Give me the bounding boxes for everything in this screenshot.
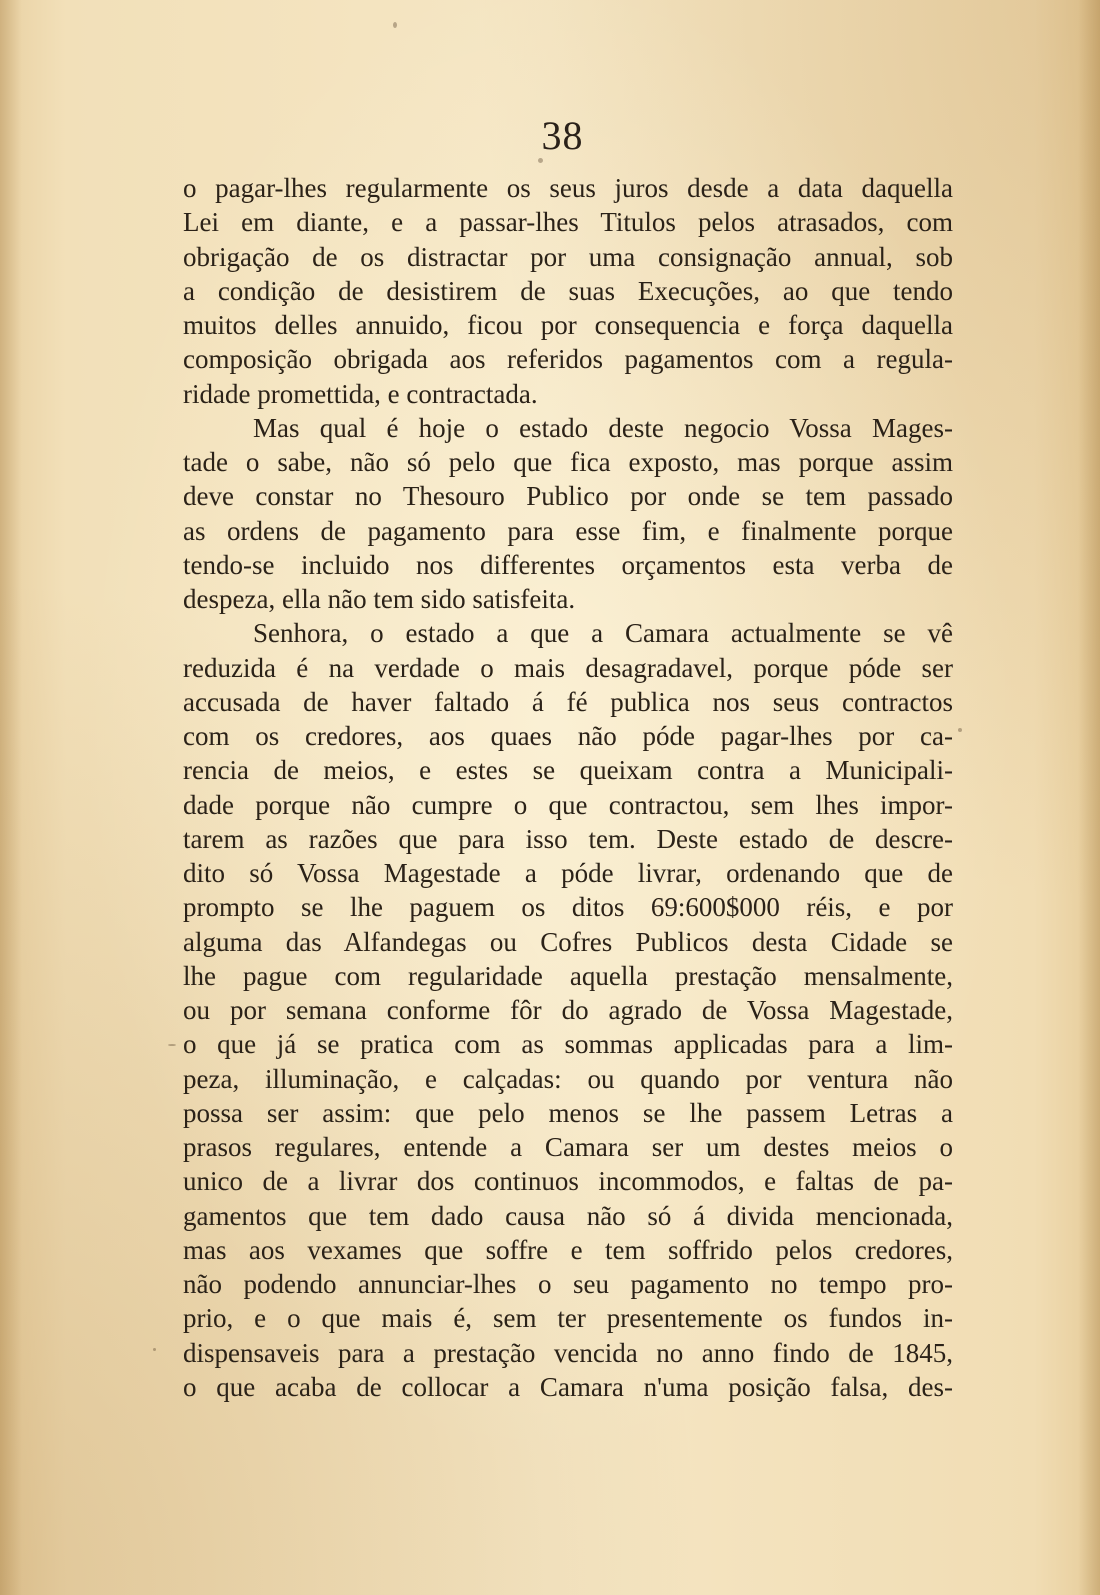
text-line: composição obrigada aos referidos pagamentos com a regula- xyxy=(183,344,953,375)
text-line: lhe pague com regularidade aquella prestação mensalmente, xyxy=(183,960,953,991)
text-line: tade o sabe, não só pelo que fica exposto, mas porque assim xyxy=(183,447,953,477)
text-line: não podendo annunciar-lhes o seu pagamento no tempo pro- xyxy=(183,1269,953,1299)
text-line: dito só Vossa Magestade a póde livrar, ordenando que de xyxy=(183,858,953,888)
text-line: ridade promettida, e contractada. xyxy=(183,378,538,409)
text-line: a condição de desistirem de suas Execuções, ao que tendo xyxy=(183,275,953,306)
right-page-edge xyxy=(1078,0,1100,1595)
text-line: muitos delles annuido, ficou por consequencia e força daquella xyxy=(183,310,953,340)
text-line: dispensaveis para a prestação vencida no anno findo de 1845, xyxy=(183,1337,953,1368)
text-line: mas aos vexames que soffre e tem soffrido pelos credores, xyxy=(183,1234,953,1265)
text-line: rencia de meios, e estes se queixam contra a Municipali- xyxy=(183,755,953,786)
text-line: com os credores, aos quaes não póde pagar-lhes por ca- xyxy=(183,721,953,751)
text-line: tendo-se incluido nos differentes orçamentos esta verba de xyxy=(183,549,953,580)
text-line: Mas qual é hoje o estado deste negocio Vossa Mages- xyxy=(253,412,953,443)
text-line: reduzida é na verdade o mais desagradavel, porque póde ser xyxy=(183,652,953,683)
text-line: peza, illuminação, e calçadas: ou quando por ventura não xyxy=(183,1063,953,1094)
page-number: 38 xyxy=(541,113,584,158)
text-line: deve constar no Thesouro Publico por onde se tem passado xyxy=(183,481,953,512)
text-line: Lei em diante, e a passar-lhes Titulos pelos atrasados, com xyxy=(183,207,953,238)
text-line: Senhora, o estado a que a Camara actualmente se vê xyxy=(253,618,953,649)
text-line: alguma das Alfandegas ou Cofres Publicos desta Cidade se xyxy=(183,926,953,957)
text-line: accusada de haver faltado á fé publica nos seus contractos xyxy=(183,686,953,717)
paper-speck xyxy=(393,22,397,28)
text-line: despeza, ella não tem sido satisfeita. xyxy=(183,584,576,614)
text-line: dade porque não cumpre o que contractou, sem lhes impor- xyxy=(183,789,953,820)
paper-speck xyxy=(958,728,962,732)
text-line: as ordens de pagamento para esse fim, e finalmente porque xyxy=(183,515,953,546)
text-line: gamentos que tem dado causa não só á divida mencionada, xyxy=(183,1200,953,1231)
paper-speck xyxy=(153,1348,156,1351)
text-line: ou por semana conforme fôr do agrado de Vossa Magestade, xyxy=(183,995,953,1025)
text-line: prompto se lhe paguem os ditos 69:600$000 réis, e por xyxy=(183,892,953,923)
text-line: unico de a livrar dos continuos incommodos, e faltas de pa- xyxy=(183,1166,953,1197)
text-line: tarem as razões que para isso tem. Deste estado de descre- xyxy=(183,823,953,854)
text-line: prasos regulares, entende a Camara ser um destes meios o xyxy=(183,1132,953,1162)
text-line: obrigação de os distractar por uma consignação annual, sob xyxy=(183,241,953,272)
text-line: o que já se pratica com as sommas applicadas para a lim- xyxy=(183,1029,953,1060)
text-line: possa ser assim: que pelo menos se lhe passem Letras a xyxy=(183,1097,953,1128)
left-page-edge xyxy=(0,0,22,1595)
text-line: o que acaba de collocar a Camara n'uma posição falsa, des- xyxy=(183,1371,953,1402)
text-line: o pagar-lhes regularmente os seus juros desde a data daquella xyxy=(183,173,953,203)
paper-speck xyxy=(168,1044,176,1046)
text-line: prio, e o que mais é, sem ter presentemente os fundos in- xyxy=(183,1303,953,1334)
body-text xyxy=(183,171,953,1404)
